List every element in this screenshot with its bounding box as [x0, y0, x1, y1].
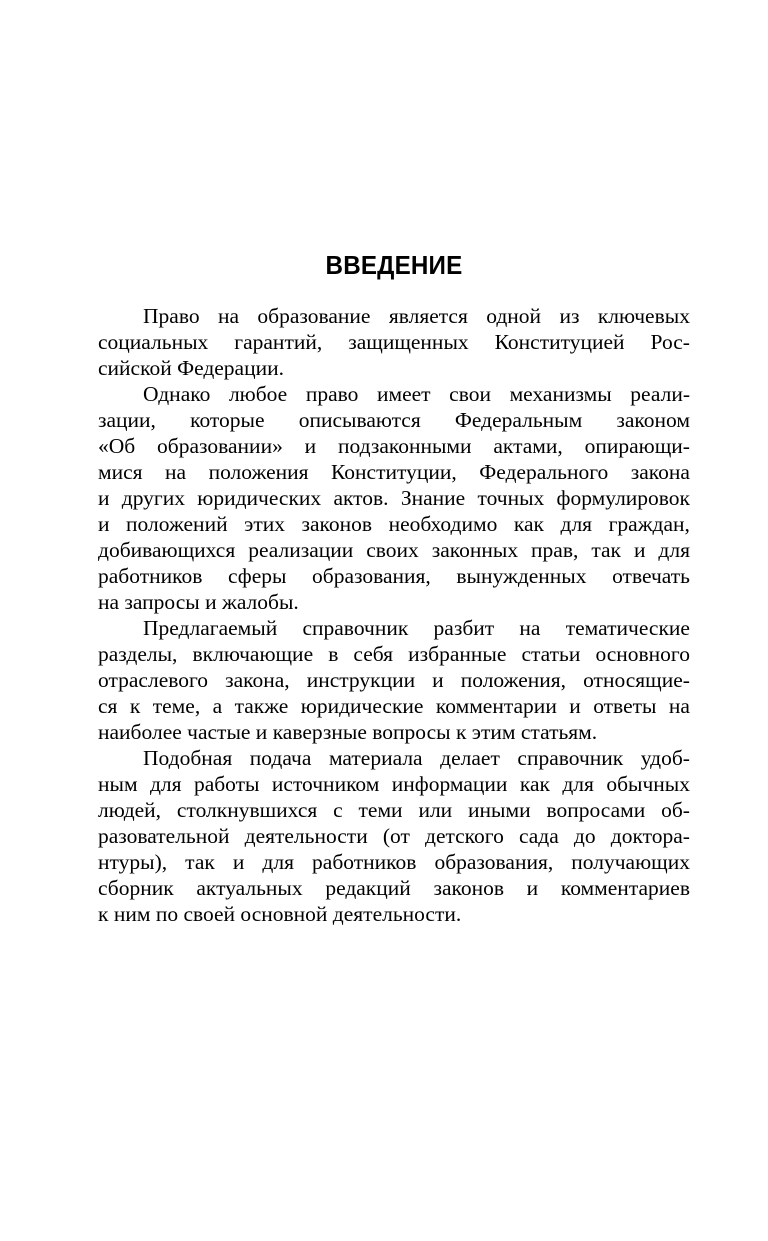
- word: или: [418, 798, 453, 822]
- word: Федерального: [479, 460, 609, 484]
- word: законов: [433, 876, 504, 900]
- word: до: [573, 824, 596, 848]
- word: описываются: [298, 408, 421, 432]
- word: защищенных: [348, 330, 469, 354]
- word: теме,: [152, 694, 201, 718]
- word: основного: [595, 642, 690, 666]
- paragraph: [98, 303, 690, 381]
- word: об-: [661, 798, 690, 822]
- word: также: [234, 694, 289, 718]
- word: актуальных: [196, 876, 303, 900]
- word: образования,: [312, 564, 431, 588]
- word: справочник: [302, 616, 409, 640]
- text-line: к ним по своей основной деятельности.: [98, 902, 462, 926]
- word: материала: [328, 746, 423, 770]
- word: для: [562, 772, 594, 796]
- word: справочник: [517, 746, 624, 770]
- word: реализации: [248, 538, 354, 562]
- word: ным: [98, 772, 138, 796]
- word: подзаконными: [338, 434, 472, 458]
- word: ся: [98, 694, 118, 718]
- text-line: [98, 771, 690, 797]
- word: юридических: [197, 486, 322, 510]
- word: Однако: [143, 382, 211, 406]
- word: гарантий,: [234, 330, 323, 354]
- word: получающих: [571, 850, 690, 874]
- word: и: [526, 876, 539, 900]
- word: как: [513, 512, 544, 536]
- text-line: [98, 407, 690, 433]
- word: и: [633, 538, 646, 562]
- word: комментариев: [560, 876, 690, 900]
- word: механизмы: [509, 382, 612, 406]
- word: относящие-: [583, 668, 690, 692]
- word: из: [559, 304, 580, 328]
- word: законов: [301, 512, 373, 536]
- word: работников: [312, 850, 417, 874]
- word: Знание: [400, 486, 466, 510]
- text-line: наиболее частые и каверзные вопросы к этим статьям.: [98, 720, 598, 744]
- text-line: [98, 797, 690, 823]
- word: в: [328, 642, 339, 666]
- word: законом: [616, 408, 690, 432]
- word: иными: [468, 798, 531, 822]
- text-line: [98, 381, 690, 407]
- word: зации,: [98, 408, 156, 432]
- word: удоб-: [640, 746, 690, 770]
- word: сада: [518, 824, 559, 848]
- word: для: [262, 850, 294, 874]
- word: положения,: [460, 668, 567, 692]
- word: разовательной: [98, 824, 230, 848]
- word: тематические: [565, 616, 690, 640]
- word: для: [560, 512, 593, 536]
- word: других: [121, 486, 186, 510]
- word: Право: [143, 304, 200, 328]
- word: Предлагаемый: [143, 616, 278, 640]
- word: Конституции,: [331, 460, 457, 484]
- word: источником: [271, 772, 380, 796]
- text-line: на запросы и жалобы.: [98, 590, 299, 614]
- word: законных: [431, 538, 519, 562]
- word: имеет: [376, 382, 431, 406]
- word: как: [519, 772, 550, 796]
- word: любое: [228, 382, 288, 406]
- word: избранные: [408, 642, 507, 666]
- word: работников: [98, 564, 203, 588]
- text-line: [98, 329, 690, 355]
- word: теми: [358, 798, 403, 822]
- word: опирающи-: [584, 434, 690, 458]
- word: и: [569, 694, 581, 718]
- text-line: [98, 433, 690, 459]
- body-text: [98, 303, 690, 927]
- word: и: [98, 512, 110, 536]
- page-content: [98, 250, 690, 927]
- word: своих: [366, 538, 419, 562]
- word: одной: [486, 304, 542, 328]
- text-line: [98, 875, 690, 901]
- word: вопросами: [546, 798, 646, 822]
- word: образовании»: [157, 434, 283, 458]
- word: положения: [208, 460, 309, 484]
- word: отвечать: [612, 564, 690, 588]
- word: и: [432, 668, 444, 692]
- word: информации: [391, 772, 508, 796]
- text-line: [98, 641, 690, 667]
- word: на: [668, 694, 690, 718]
- word: право: [305, 382, 359, 406]
- paragraph: [98, 745, 690, 927]
- word: для: [658, 538, 690, 562]
- text-line: [98, 485, 690, 511]
- word: а: [212, 694, 223, 718]
- word: инструкции: [306, 668, 416, 692]
- word: работы: [193, 772, 260, 796]
- word: сферы: [227, 564, 287, 588]
- word: прав,: [531, 538, 579, 562]
- word: нтуры),: [98, 850, 168, 874]
- word: на: [217, 304, 240, 328]
- word: актами,: [493, 434, 563, 458]
- word: добивающихся: [98, 538, 236, 562]
- text-line: [98, 693, 690, 719]
- word: детского: [425, 824, 504, 848]
- word: и: [232, 850, 245, 874]
- text-line: [98, 745, 690, 771]
- word: юридические: [300, 694, 424, 718]
- word: разделы,: [98, 642, 178, 666]
- word: и: [304, 434, 317, 458]
- word: сборник: [98, 876, 174, 900]
- word: Подобная: [143, 746, 233, 770]
- word: вынужденных: [456, 564, 587, 588]
- word: делает: [440, 746, 500, 770]
- text-line: [98, 303, 690, 329]
- word: редакций: [325, 876, 411, 900]
- word: закона,: [225, 668, 290, 692]
- word: подача: [249, 746, 312, 770]
- word: на: [519, 616, 541, 640]
- word: (от: [382, 824, 410, 848]
- text-line: [98, 615, 690, 641]
- text-line: сийской Федерации.: [98, 356, 284, 380]
- page-title: ВВЕДЕНИЕ: [325, 250, 463, 280]
- word: людей,: [98, 798, 162, 822]
- text-line: [98, 459, 690, 485]
- word: реали-: [630, 382, 690, 406]
- word: себя: [353, 642, 394, 666]
- word: Конституцией: [494, 330, 625, 354]
- word: которые: [190, 408, 265, 432]
- word: мися: [98, 460, 143, 484]
- paragraph: [98, 381, 690, 615]
- paragraph: [98, 615, 690, 745]
- word: является: [388, 304, 468, 328]
- word: формулировок: [556, 486, 690, 510]
- word: Рос-: [650, 330, 690, 354]
- text-line: [98, 667, 690, 693]
- word: и: [98, 486, 110, 510]
- word: столкнувшихся: [176, 798, 318, 822]
- word: социальных: [98, 330, 209, 354]
- word: доктора-: [610, 824, 690, 848]
- word: ключевых: [597, 304, 690, 328]
- text-line: [98, 563, 690, 589]
- word: разбит: [433, 616, 495, 640]
- word: на: [165, 460, 187, 484]
- word: необходимо: [388, 512, 498, 536]
- word: «Об: [98, 434, 136, 458]
- word: отраслевого: [98, 668, 209, 692]
- text-line: [98, 511, 690, 537]
- text-line: [98, 823, 690, 849]
- word: положений: [126, 512, 228, 536]
- word: статьи: [521, 642, 581, 666]
- word: образование: [257, 304, 371, 328]
- word: включающие: [192, 642, 314, 666]
- word: актов.: [333, 486, 389, 510]
- word: обычных: [606, 772, 690, 796]
- word: граждан,: [608, 512, 690, 536]
- word: Федеральным: [454, 408, 583, 432]
- word: комментарии: [435, 694, 557, 718]
- word: свои: [449, 382, 491, 406]
- word: так: [185, 850, 215, 874]
- word: к: [129, 694, 141, 718]
- word: точных: [477, 486, 545, 510]
- text-line: [98, 849, 690, 875]
- word: этих: [244, 512, 285, 536]
- word: закона: [630, 460, 690, 484]
- word: с: [333, 798, 343, 822]
- text-line: [98, 537, 690, 563]
- word: деятельности: [244, 824, 368, 848]
- word: ответы: [593, 694, 657, 718]
- word: так: [591, 538, 621, 562]
- word: образования,: [434, 850, 554, 874]
- word: для: [149, 772, 182, 796]
